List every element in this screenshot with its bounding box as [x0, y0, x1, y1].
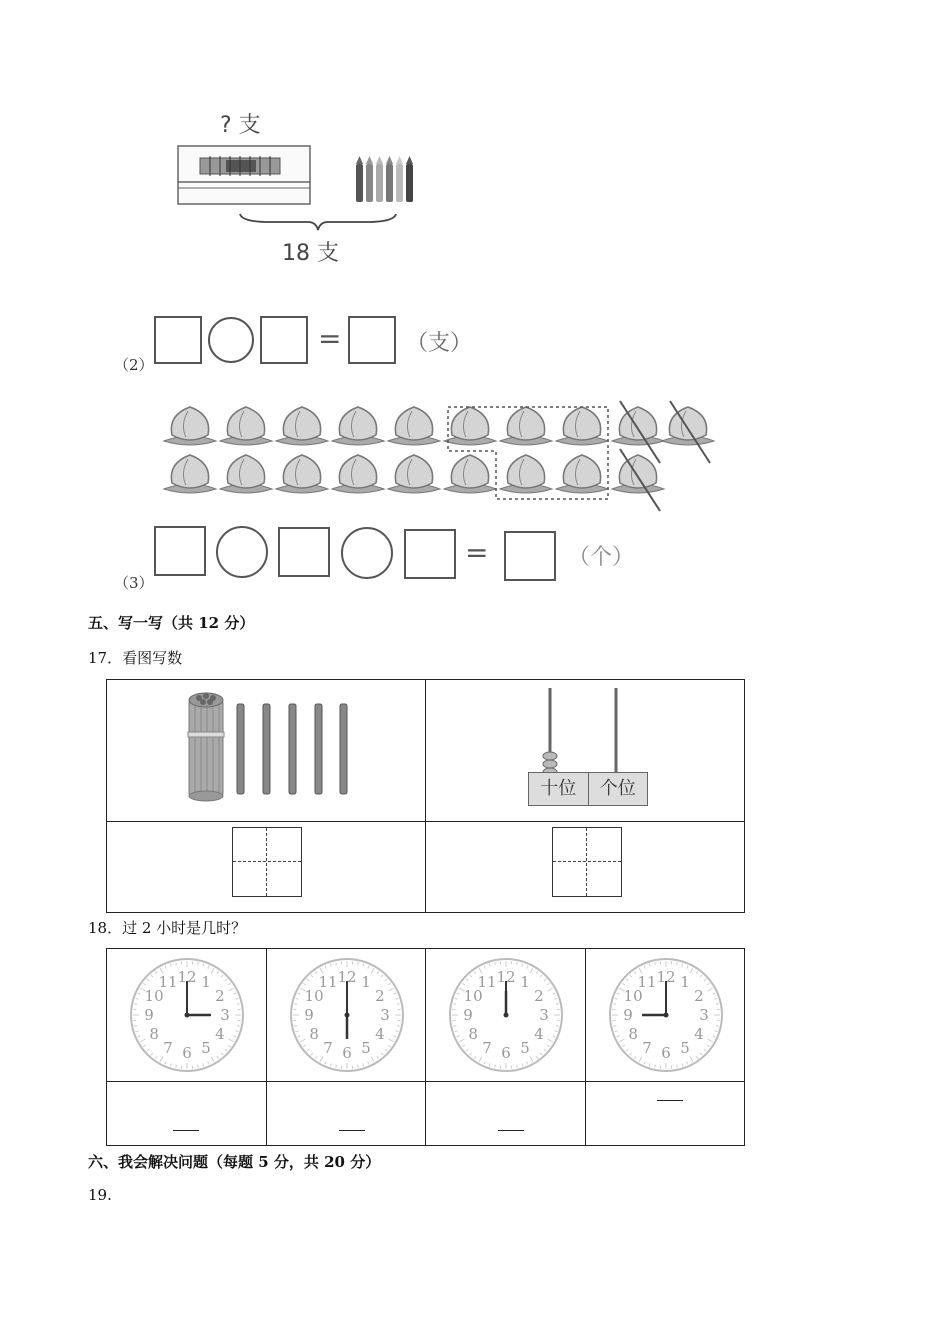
problem-3-number: （3）	[114, 574, 154, 592]
svg-text:12: 12	[177, 968, 197, 986]
svg-text:8: 8	[149, 1025, 159, 1043]
tens-place-label: 十位	[529, 773, 589, 805]
clock-cell	[266, 949, 426, 1082]
svg-text:11: 11	[158, 973, 178, 992]
peach-icon	[332, 455, 384, 493]
peach-icon	[388, 455, 440, 493]
clock-cell	[426, 949, 586, 1082]
svg-text:4: 4	[534, 1025, 544, 1043]
svg-text:6: 6	[341, 1044, 352, 1062]
svg-text:7: 7	[322, 1038, 333, 1057]
peach-icon	[444, 455, 496, 493]
abacus-place-labels	[528, 772, 648, 806]
svg-text:1: 1	[679, 973, 690, 992]
svg-text:11: 11	[317, 973, 338, 992]
answer-box[interactable]	[504, 531, 556, 581]
question-19-number: 19.	[88, 1186, 112, 1204]
svg-text:1: 1	[520, 973, 530, 992]
sticks-cell	[107, 680, 426, 822]
answer-blank[interactable]	[498, 1130, 524, 1131]
answer-box[interactable]	[154, 316, 202, 364]
abacus-cell	[426, 680, 745, 822]
peach-icon	[164, 407, 216, 445]
time-answer-cell[interactable]	[266, 1082, 426, 1146]
svg-text:3: 3	[698, 1006, 709, 1024]
peaches-illustration	[160, 395, 730, 520]
svg-text:5: 5	[360, 1038, 371, 1057]
answer-box[interactable]	[348, 316, 396, 364]
svg-text:6: 6	[501, 1044, 511, 1062]
svg-text:7: 7	[641, 1038, 652, 1057]
peach-icon	[332, 407, 384, 445]
answer-box[interactable]	[404, 529, 456, 579]
svg-text:2: 2	[693, 987, 704, 1005]
answer-box[interactable]	[154, 526, 206, 576]
pencil-figure	[170, 108, 440, 268]
time-answer-cell[interactable]	[426, 1082, 586, 1146]
section-6-title: 六、我会解决问题（每题 5 分，共 20 分）	[88, 1153, 381, 1171]
svg-text:12: 12	[336, 968, 357, 986]
svg-text:5: 5	[520, 1038, 530, 1057]
number-writing-box[interactable]	[552, 827, 622, 897]
answer-box[interactable]	[260, 316, 308, 364]
svg-text:8: 8	[627, 1025, 638, 1043]
svg-text:4: 4	[693, 1025, 704, 1043]
unit-label: （个）	[568, 545, 635, 570]
peach-icon	[444, 407, 496, 445]
peach-icon	[612, 401, 664, 463]
peach-icon	[662, 401, 714, 463]
svg-text:12: 12	[496, 968, 516, 986]
svg-text:3: 3	[220, 1006, 230, 1024]
svg-text:7: 7	[163, 1038, 173, 1057]
clock-icon	[606, 955, 726, 1075]
svg-text:10: 10	[463, 987, 483, 1005]
equals-sign: =	[318, 322, 342, 355]
answer-box[interactable]	[278, 527, 330, 577]
peach-icon	[220, 407, 272, 445]
ones-place-label: 个位	[599, 778, 636, 799]
question-18-title: 18．过 2 小时是几时？	[88, 919, 247, 937]
svg-text:4: 4	[215, 1025, 225, 1043]
svg-text:9: 9	[303, 1006, 314, 1024]
peach-icon	[164, 455, 216, 493]
svg-text:10: 10	[623, 987, 643, 1005]
svg-text:3: 3	[379, 1006, 390, 1024]
svg-text:5: 5	[679, 1038, 690, 1057]
svg-text:2: 2	[534, 987, 544, 1005]
time-answer-cell[interactable]	[585, 1082, 745, 1146]
svg-text:1: 1	[201, 973, 211, 992]
svg-text:6: 6	[660, 1044, 671, 1062]
clock-cell	[107, 949, 267, 1082]
pencil-top-label: ? 支	[220, 113, 261, 138]
svg-text:2: 2	[374, 987, 385, 1005]
svg-text:7: 7	[482, 1038, 492, 1057]
peach-icon	[276, 407, 328, 445]
clock-icon	[287, 955, 407, 1075]
question-18-table	[106, 948, 745, 1146]
answer-blank[interactable]	[339, 1130, 365, 1131]
svg-text:12: 12	[655, 968, 676, 986]
counting-sticks-illustration	[185, 688, 365, 810]
operator-circle[interactable]	[216, 526, 268, 578]
pencil-bottom-label: 18 支	[282, 241, 339, 266]
question-17-table	[106, 679, 745, 913]
peach-icon	[500, 455, 552, 493]
svg-text:9: 9	[463, 1006, 473, 1024]
svg-text:11: 11	[636, 973, 657, 992]
problem-2-number: （2）	[114, 356, 154, 374]
equals-sign: =	[465, 536, 489, 569]
peach-icon	[388, 407, 440, 445]
peach-icon	[220, 455, 272, 493]
svg-text:4: 4	[374, 1025, 385, 1043]
number-writing-box[interactable]	[232, 827, 302, 897]
answer-blank[interactable]	[657, 1100, 683, 1101]
abacus-illustration	[522, 684, 652, 784]
peach-icon	[556, 407, 608, 445]
question-17-title: 17．看图写数	[88, 649, 183, 667]
svg-text:8: 8	[308, 1025, 319, 1043]
answer-blank[interactable]	[173, 1130, 199, 1131]
svg-text:5: 5	[201, 1038, 211, 1057]
clock-cell	[585, 949, 745, 1082]
section-5-title: 五、写一写（共 12 分）	[88, 614, 255, 632]
peach-icon	[556, 455, 608, 493]
unit-label: （支）	[406, 331, 473, 356]
svg-text:9: 9	[622, 1006, 633, 1024]
operator-circle[interactable]	[208, 317, 254, 363]
answer-cell	[426, 822, 745, 913]
pencil-box-illustration	[170, 136, 440, 236]
peach-icon	[276, 455, 328, 493]
svg-text:6: 6	[182, 1044, 192, 1062]
svg-text:3: 3	[539, 1006, 549, 1024]
svg-text:10: 10	[144, 987, 164, 1005]
svg-text:2: 2	[215, 987, 225, 1005]
svg-text:10: 10	[304, 987, 324, 1005]
svg-text:11: 11	[477, 973, 497, 992]
svg-text:9: 9	[144, 1006, 154, 1024]
clock-icon	[446, 955, 566, 1075]
svg-text:1: 1	[360, 973, 371, 992]
clock-icon	[127, 955, 247, 1075]
answer-cell	[107, 822, 426, 913]
operator-circle[interactable]	[341, 527, 393, 579]
svg-text:8: 8	[468, 1025, 478, 1043]
time-answer-cell[interactable]	[107, 1082, 267, 1146]
peach-icon	[500, 407, 552, 445]
